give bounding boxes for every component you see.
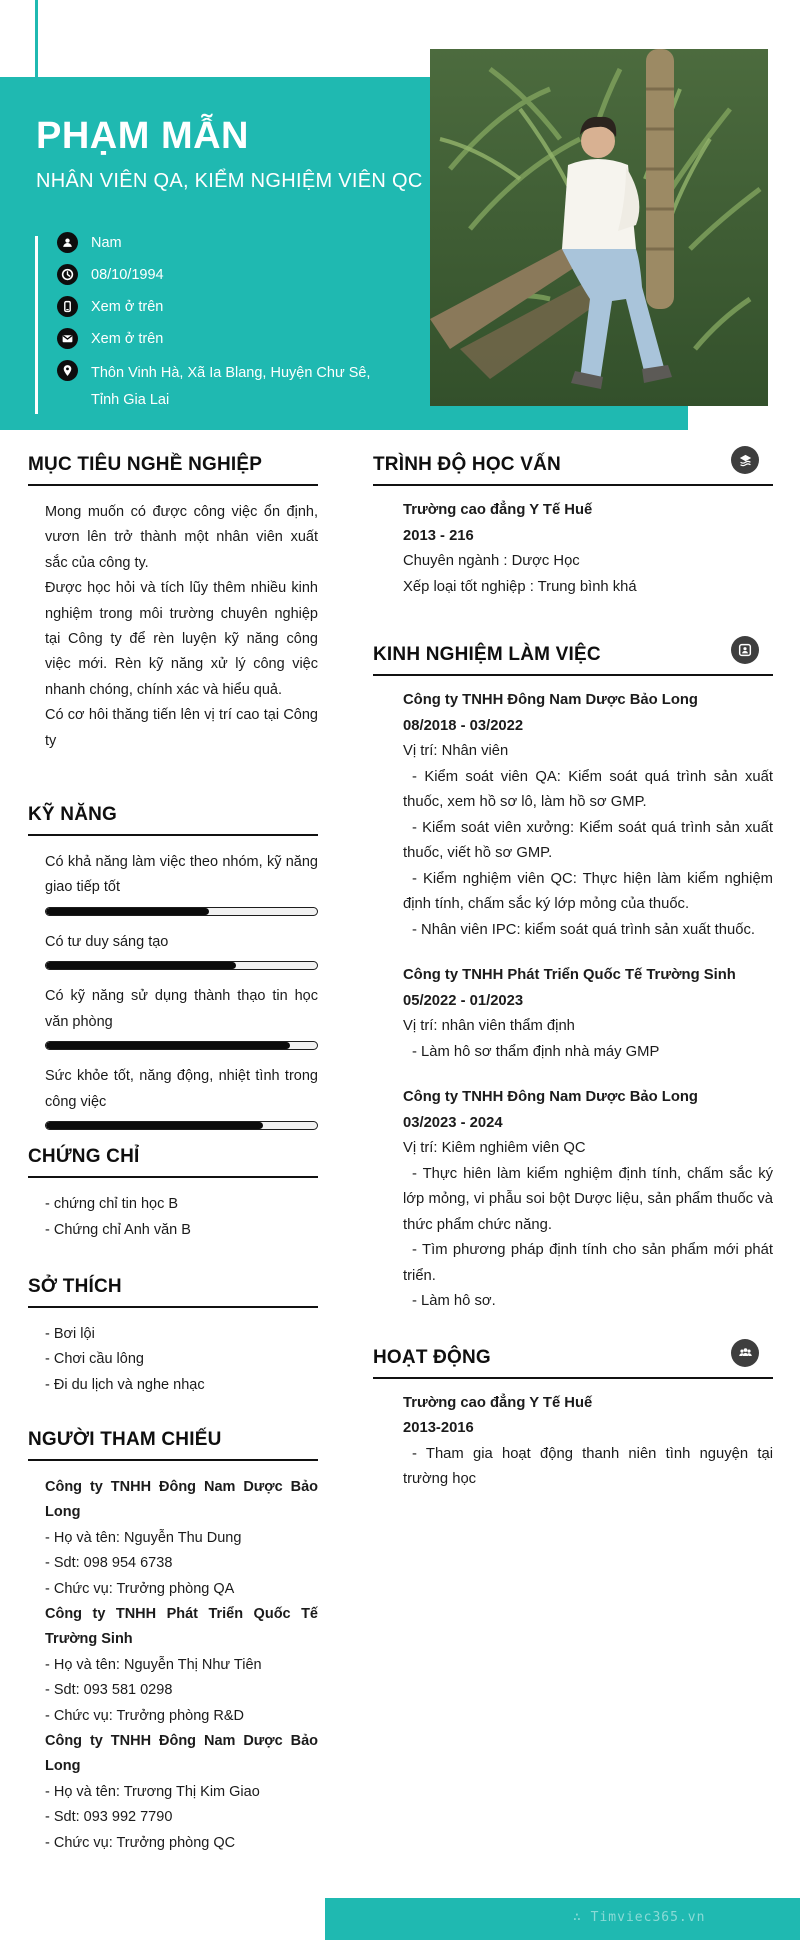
reference-line: - Sdt: 093 992 7790 (45, 1809, 173, 1826)
skill-label: Có khả năng làm việc theo nhóm, kỹ năng giao tiếp tốt (45, 854, 318, 896)
activity-years: 2013-2016 (403, 1420, 474, 1436)
job-period: 03/2023 - 2024 (403, 1114, 503, 1131)
job-company: Công ty TNHH Đông Nam Dược Bảo Long (403, 692, 698, 708)
education-body (403, 498, 773, 600)
hobby-item: - Bơi lội (45, 1325, 95, 1342)
job-bullets (403, 1162, 773, 1315)
job-position: Vị trí: Kiêm nghiêm viên QC (403, 1140, 586, 1156)
section-title-text: HOẠT ĐỘNG (373, 1346, 491, 1368)
people-icon (731, 1339, 759, 1367)
skill-label: Sức khỏe tốt, năng động, nhiệt tình trong công việc (45, 1068, 318, 1110)
contact-text: 08/10/1994 (91, 267, 164, 283)
mail-icon (57, 328, 78, 349)
education-grade: Xếp loại tốt nghiệp : Trung bình khá (403, 578, 637, 595)
contact-list (57, 232, 377, 424)
references-body (45, 1475, 318, 1856)
activity-bullet: - Tham gia hoạt động thanh niên tình nguyện tại trường học (403, 1445, 773, 1487)
reference-line: - Sdt: 093 581 0298 (45, 1682, 173, 1699)
location-icon (57, 360, 78, 381)
education-years: 2013 - 216 (403, 527, 474, 544)
user-icon (57, 232, 78, 253)
skill-bar-fill (46, 1042, 290, 1049)
job-position: Vị trí: Nhân viên (403, 743, 509, 759)
reference-line: - Họ và tên: Nguyễn Thu Dung (45, 1529, 242, 1546)
objective-paragraph: Được học hỏi và tích lũy thêm nhiều kinh nghiệm trong môi trường chuyên nghiệp tại Công ty để rèn luyện kỹ năng công việc mới. Rèn kỹ năng xử lý công việc nhanh chóng, chính xác và hiểu quả. (45, 580, 318, 698)
section-references (28, 1427, 318, 1856)
section-skills (28, 802, 318, 1130)
reference-entry (45, 1475, 318, 1602)
reference-lines (45, 1780, 318, 1856)
job-bullet: - Nhân viên IPC: kiểm soát quá trình sản xuất thuốc. (412, 921, 755, 938)
reference-line: - Họ và tên: Nguyễn Thị Như Tiên (45, 1656, 262, 1673)
section-title: CHỨNG CHỈ (28, 1144, 318, 1178)
section-title-text: KINH NGHIỆM LÀM VIỆC (373, 644, 601, 665)
job-bullet: - Làm hô sơ. (412, 1293, 496, 1309)
section-title-text: TRÌNH ĐỘ HỌC VẤN (373, 454, 561, 475)
job-entry (403, 1085, 773, 1315)
skill-item (45, 850, 318, 916)
section-activities (373, 1345, 773, 1493)
section-hobbies (28, 1274, 318, 1399)
skill-item (45, 930, 318, 970)
job-position: Vị trí: nhân viên thẩm định (403, 1018, 575, 1034)
clock-icon (57, 264, 78, 285)
job-entry (403, 963, 773, 1065)
reference-line: - Chức vụ: Trưởng phòng QC (45, 1834, 236, 1851)
job-company: Công ty TNHH Đông Nam Dược Bảo Long (403, 1089, 698, 1105)
reference-company: Công ty TNHH Phát Triển Quốc Tế Trường Sinh (45, 1605, 318, 1648)
reference-line: - Họ và tên: Trương Thị Kim Giao (45, 1783, 260, 1800)
job-company: Công ty TNHH Phát Triển Quốc Tế Trường Sinh (403, 967, 736, 983)
section-title (373, 1345, 773, 1379)
reference-line: - Chức vụ: Trưởng phòng QA (45, 1580, 235, 1597)
reference-lines (45, 1653, 318, 1729)
section-experience (373, 642, 773, 1315)
reference-line: - Sdt: 098 954 6738 (45, 1555, 173, 1572)
footer-bar (325, 1898, 800, 1940)
phone-icon (57, 296, 78, 317)
skill-bar-fill (46, 1122, 263, 1129)
skill-label: Có kỹ năng sử dụng thành thạo tin học văn phòng (45, 988, 318, 1030)
job-bullet: - Làm hô sơ thẩm định nhà máy GMP (412, 1043, 660, 1060)
activity-org: Trường cao đẳng Y Tế Huế (403, 1394, 593, 1411)
job-bullet: - Kiểm soát viên xưởng: Kiểm soát quá trình sản xuất thuốc, viết hồ sơ GMP. (403, 819, 773, 861)
section-objective (28, 452, 318, 754)
contact-text: Xem ở trên (91, 299, 164, 315)
profile-photo (430, 49, 768, 406)
reference-company: Công ty TNHH Đông Nam Dược Bảo Long (45, 1732, 318, 1775)
reference-company: Công ty TNHH Đông Nam Dược Bảo Long (45, 1478, 318, 1521)
contact-row-email (57, 328, 377, 350)
skill-bar-track (45, 1121, 318, 1130)
contact-rail-line (35, 236, 38, 414)
job-bullet: - Kiểm soát viên QA: Kiểm soát quá trình sản xuất thuốc, xem hồ sơ lô, làm hồ sơ GMP. (403, 768, 773, 810)
hobby-item: - Chơi cầu lông (45, 1351, 144, 1368)
section-certificates (28, 1144, 318, 1244)
skill-item (45, 984, 318, 1050)
objective-paragraph: Có cơ hôi thăng tiến lên vị trí cao tại Công ty (45, 707, 318, 749)
job-bullet: - Tìm phương pháp định tính cho sản phẩm mới phát triển. (403, 1242, 773, 1284)
reference-lines (45, 1526, 318, 1602)
contact-text: Xem ở trên (91, 331, 164, 347)
skill-bar-track (45, 1041, 318, 1050)
section-title: KỸ NĂNG (28, 802, 318, 836)
job-bullet: - Thực hiên làm kiểm nghiệm định tính, chấm sắc ký lớp mỏng, vi phẫu soi bột Dược liệu, sản phẩm thuốc và thức phẩm chức năng. (403, 1165, 773, 1233)
skill-bar-track (45, 907, 318, 916)
activities-body (403, 1391, 773, 1493)
certificates-body (45, 1192, 318, 1244)
objective-body (45, 500, 318, 754)
right-column (373, 452, 773, 1493)
section-title: MỤC TIÊU NGHỀ NGHIỆP (28, 452, 318, 486)
job-bullet: - Kiểm nghiệm viên QC: Thực hiện làm kiểm nghiệm định tính, chấm sắc ký lớp mỏng của thuốc. (403, 870, 773, 912)
hobbies-body (45, 1322, 318, 1399)
id-badge-icon (731, 636, 759, 664)
person-name: PHẠM MẪN (36, 115, 249, 157)
education-school: Trường cao đẳng Y Tế Huế (403, 502, 593, 518)
contact-text: Nam (91, 235, 122, 251)
activity-bullets (403, 1442, 773, 1493)
watermark-text: ∴ Timviec365.vn (573, 1910, 706, 1925)
hobby-item: - Đi du lịch và nghe nhạc (45, 1377, 205, 1394)
education-icon (731, 446, 759, 474)
section-title (373, 642, 773, 676)
section-title: NGƯỜI THAM CHIẾU (28, 1427, 318, 1461)
contact-row-gender (57, 232, 377, 254)
section-education (373, 452, 773, 600)
reference-entry (45, 1602, 318, 1729)
skill-item (45, 1064, 318, 1130)
job-bullets (403, 1040, 773, 1066)
certificate-item: - chứng chỉ tin học B (45, 1195, 179, 1212)
job-bullets (403, 765, 773, 944)
skill-bar-track (45, 961, 318, 970)
section-title: SỞ THÍCH (28, 1274, 318, 1308)
skill-bar-fill (46, 962, 236, 969)
accent-line-top (35, 0, 38, 78)
section-title (373, 452, 773, 486)
job-entry (403, 688, 773, 943)
certificate-item: - Chứng chỉ Anh văn B (45, 1221, 191, 1238)
skills-body (45, 850, 318, 1130)
contact-text: Thôn Vinh Hà, Xã Ia Blang, Huyện Chư Sê, Tỉnh Gia Lai (91, 365, 371, 408)
objective-paragraph: Mong muốn có được công việc ổn định, vươn lên trở thành một nhân viên xuất sắc của công ty. (45, 504, 318, 571)
education-major: Chuyên ngành : Dược Học (403, 553, 580, 569)
job-period: 05/2022 - 01/2023 (403, 992, 524, 1009)
job-period: 08/2018 - 03/2022 (403, 717, 524, 734)
skill-label: Có tư duy sáng tạo (45, 933, 169, 950)
reference-entry (45, 1729, 318, 1856)
contact-row-address (57, 360, 377, 414)
left-column (28, 452, 318, 1856)
contact-row-birthday (57, 264, 377, 286)
experience-body (403, 688, 773, 1315)
contact-row-phone (57, 296, 377, 318)
skill-bar-fill (46, 908, 209, 915)
reference-line: - Chức vụ: Trưởng phòng R&D (45, 1707, 244, 1724)
person-job-title: NHÂN VIÊN QA, KIỂM NGHIỆM VIÊN QC (36, 170, 423, 192)
